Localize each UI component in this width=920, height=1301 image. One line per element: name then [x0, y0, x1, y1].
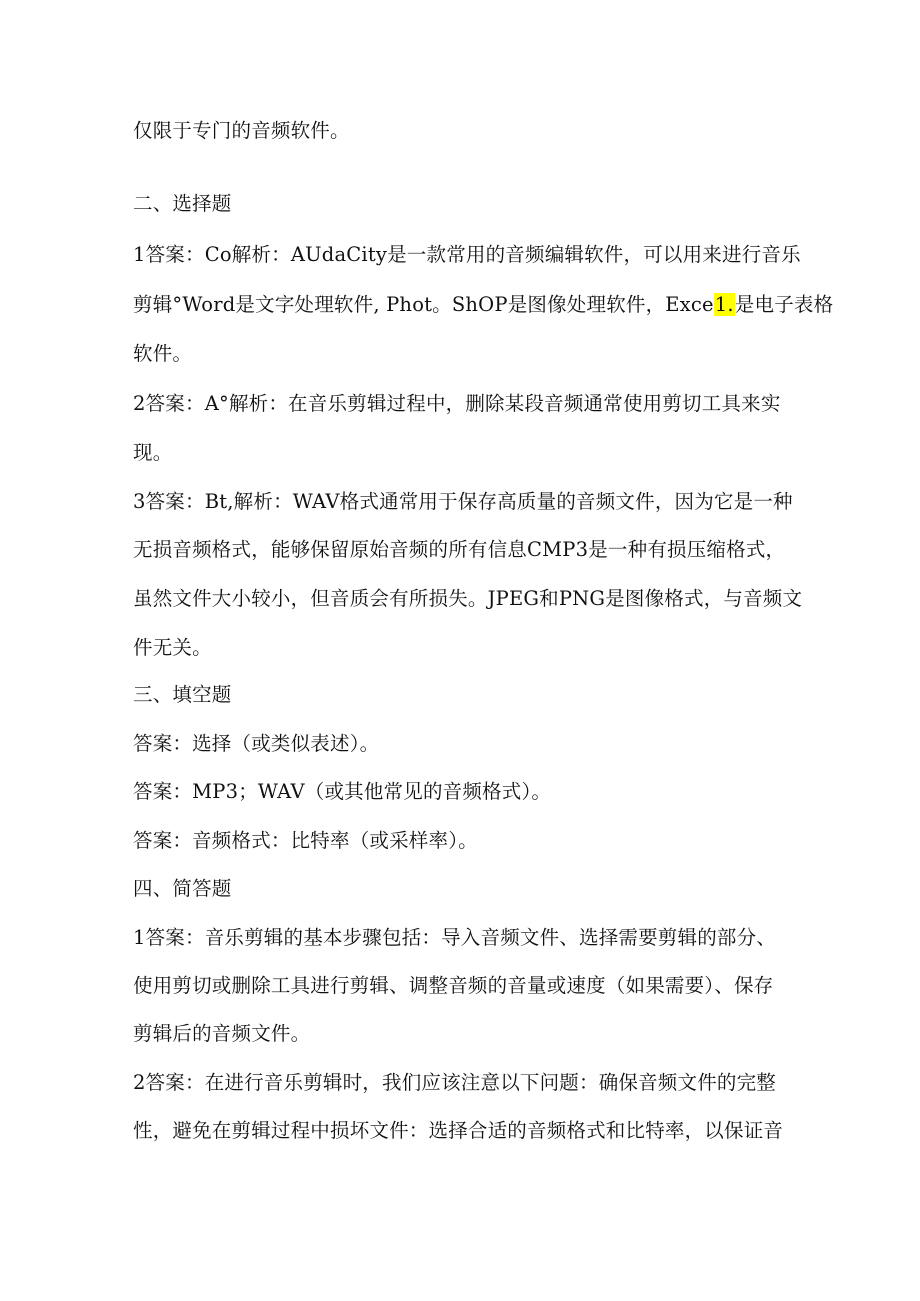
short-answer-2-line-1: 2答案：在进行音乐剪辑时，我们应该注意以下问题：确保音频文件的完整	[133, 1071, 777, 1094]
highlighted-text: 1.	[714, 293, 734, 316]
q3-answer-line-2: 无损音频格式，能够保留原始音频的所有信息CMP3是一种有损压缩格式，	[133, 538, 786, 561]
short-answer-2-line-2: 性，避免在剪辑过程中损坏文件：选择合适的音频格式和比特率，以保证音	[133, 1119, 784, 1142]
q1-answer-line-3: 软件。	[133, 342, 193, 365]
q3-answer-line-3: 虽然文件大小较小，但音质会有所损失。JPEG和PNG是图像格式，与音频文	[133, 587, 803, 610]
fill-answer-3: 答案：音频格式：比特率（或采样率）。	[133, 829, 478, 852]
q3-answer-line-1: 3答案：Bt,解析：WAV格式通常用于保存高质量的音频文件，因为它是一种	[133, 490, 793, 513]
fill-answer-2: 答案：MP3；WAV（或其他常见的音频格式）。	[133, 780, 552, 803]
short-answer-1-line-1: 1答案：音乐剪辑的基本步骤包括：导入音频文件、选择需要剪辑的部分、	[133, 926, 777, 949]
q3-answer-line-4: 件无关。	[133, 636, 212, 659]
q1-answer-line-2	[133, 292, 833, 318]
q1-line-2-text-after: 是电子表格	[734, 293, 834, 316]
q1-answer-line-1: 1答案：Co解析：AUdaCity是一款常用的音频编辑软件，可以用来进行音乐	[133, 243, 801, 266]
fill-answer-1: 答案：选择（或类似表述）。	[133, 732, 380, 755]
q1-line-2-text-before: 剪辑°Word是文字处理软件, Phot。ShOP是图像处理软件，Exce	[133, 293, 714, 316]
section-heading-short-answer: 四、简答题	[133, 877, 232, 900]
section-heading-fill-blank: 三、填空题	[133, 683, 232, 706]
q2-answer-line-2: 现。	[133, 441, 173, 464]
q2-answer-line-1: 2答案：A°解析：在音乐剪辑过程中，删除某段音频通常使用剪切工具来实	[133, 392, 781, 415]
section-heading-choice: 二、选择题	[133, 192, 232, 215]
short-answer-1-line-2: 使用剪切或删除工具进行剪辑、调整音频的音量或速度（如果需要）、保存	[133, 974, 774, 997]
continuation-text: 仅限于专门的音频软件。	[133, 119, 350, 142]
short-answer-1-line-3: 剪辑后的音频文件。	[133, 1022, 311, 1045]
